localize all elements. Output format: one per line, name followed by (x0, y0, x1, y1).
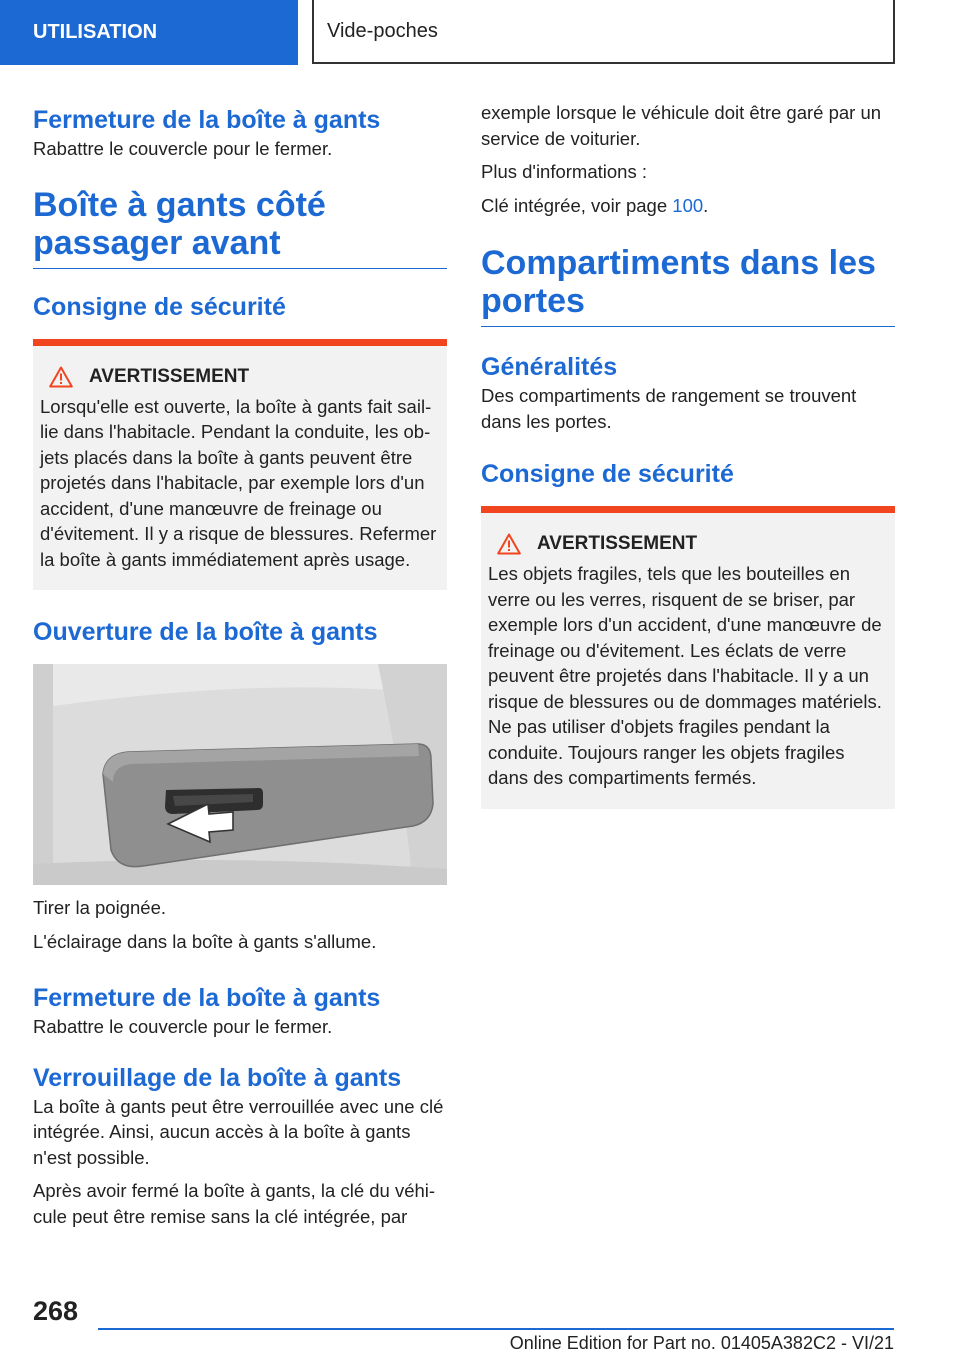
warning-triangle-icon (497, 533, 521, 555)
paragraph-key-reference (481, 193, 895, 219)
warning-title-2: AVERTISSEMENT (537, 533, 698, 554)
heading-safety-notice-2: Consigne de sécurité (481, 460, 734, 488)
heading-locking-glovebox: Verrouillage de la boîte à gants (33, 1063, 402, 1092)
heading-general: Généralités (481, 353, 618, 381)
page-number: 268 (33, 1296, 79, 1326)
paragraph-light: L'éclairage dans la boîte à gants s'allume. (33, 930, 377, 952)
section-label: Vide-poches (327, 19, 438, 42)
chapter-tab[interactable] (0, 0, 298, 65)
paragraph-locking-2: Après avoir fermé la boîte à gants, la clé du véhicule peut être remise sans la clé intégrée, par (33, 1180, 436, 1227)
warning-box-2 (481, 506, 895, 809)
warning-text: Lorsqu'elle est ouverte, la boîte à gants fait saillie dans l'habitacle. Pendant la conduite, les objets placés dans la boîte à gants peuvent être projetés dans l'habitacle, par exemple lors d'un accident, d'une manœuvre de freinage ou d'évitement. Il y a risque de blessures. Refermer la boîte à gants immédiatement après usage. (40, 395, 437, 570)
paragraph-closing: Rabattre le couvercle pour le fermer. (33, 138, 333, 159)
paragraph-more-info: Plus d'informations : (481, 161, 647, 182)
warning-box (33, 339, 447, 591)
paragraph-closing-2: Rabattre le couvercle pour le fermer. (33, 1016, 333, 1037)
heading-closing-glovebox-2: Fermeture de la boîte à gants (33, 984, 381, 1012)
left-column (33, 100, 447, 1229)
page-link-100[interactable]: 100 (672, 194, 704, 216)
heading-closing-glovebox: Fermeture de la boîte à gants (33, 106, 381, 134)
glovebox-photo (33, 664, 447, 885)
paragraph-continued: exemple lorsque le véhicule doit être garé par un service de voiturier. (481, 102, 882, 149)
section-header (312, 0, 895, 64)
heading-door-compartments: Compartiments dans les portes (481, 244, 895, 327)
heading-safety-notice: Consigne de sécurité (33, 292, 286, 321)
right-column (481, 100, 895, 809)
paragraph-locking-1: La boîte à gants peut être verrouillée avec une clé intégrée. Ainsi, aucun accès à la boîte à gants n'est possible. (33, 1095, 444, 1168)
edition-note: Online Edition for Part no. 01405A382C2 - VI/21 (509, 1333, 894, 1353)
footer-divider (98, 1328, 894, 1330)
warning-title: AVERTISSEMENT (89, 365, 250, 387)
paragraph-general: Des compartiments de rangement se trouvent dans les portes. (481, 385, 857, 432)
heading-opening-glovebox: Ouverture de la boîte à gants (33, 618, 378, 646)
warning-title-row-2 (488, 533, 887, 555)
chapter-label: UTILISATION (33, 21, 158, 43)
key-reference-text: Clé intégrée, voir page (481, 194, 673, 216)
warning-triangle-icon (49, 366, 73, 388)
warning-title-row (40, 366, 439, 388)
warning-text-2: Les objets fragiles, tels que les bouteilles en verre ou les verres, risquent de se briser, par exemple lors d'un accident, d'une manœuvre de freinage ou d'évitement. Les éclats de verre peuvent être projetés dans l'habitacle. Il y a un risque de blessures ou de dommages matériels. Ne pas utiliser d'objets fragiles pendant la conduite. Toujours ranger les objets fragiles dans des compartiments fermés. (488, 563, 882, 788)
paragraph-pull-handle: Tirer la poignée. (33, 897, 166, 918)
heading-front-passenger-glovebox: Boîte à gants côté passager avant (33, 186, 447, 269)
key-reference-period: . (703, 194, 709, 216)
